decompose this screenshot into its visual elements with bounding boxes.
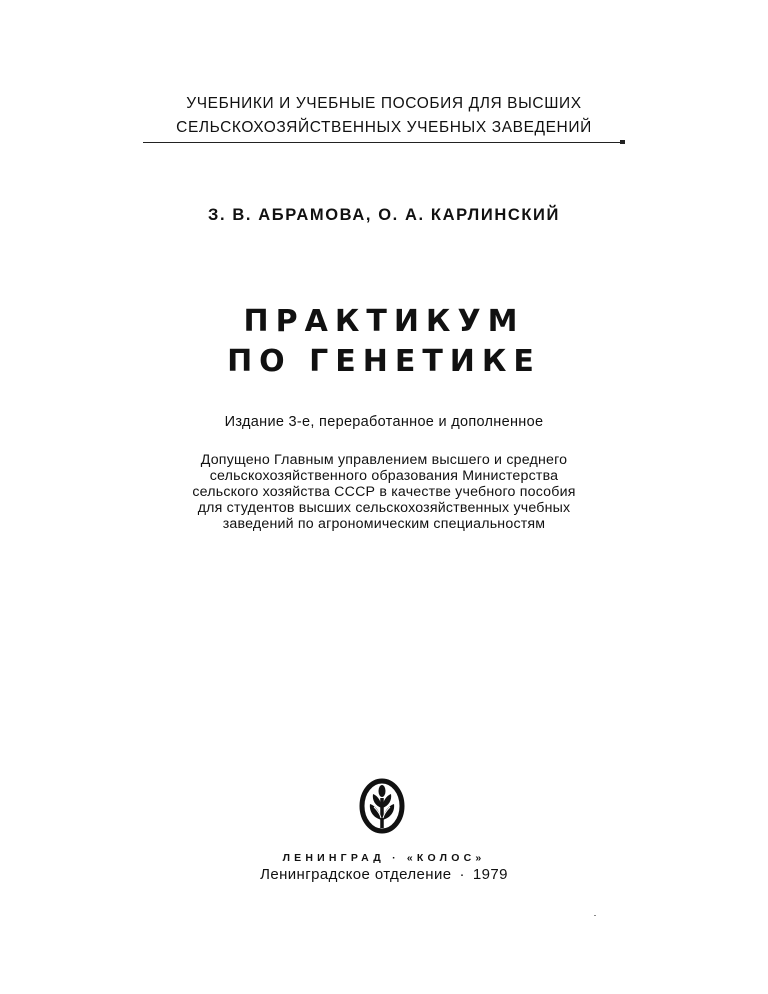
series-heading bbox=[0, 92, 768, 140]
print-speck bbox=[594, 915, 596, 916]
branch-name: Ленинградское отделение bbox=[260, 866, 452, 883]
book-title bbox=[0, 302, 768, 382]
book-title-line-2: ПО ГЕНЕТИКЕ bbox=[227, 344, 541, 379]
publication-year: 1979 bbox=[472, 866, 508, 883]
edition-note: Издание 3-е, переработанное и дополненное bbox=[224, 414, 544, 430]
approval-note bbox=[0, 452, 768, 532]
series-line-1: УЧЕБНИКИ И УЧЕБНЫЕ ПОСОБИЯ ДЛЯ ВЫСШИХ bbox=[186, 95, 582, 112]
approval-line-1: Допущено Главным управлением высшего и среднего bbox=[200, 452, 568, 468]
series-line-2: СЕЛЬСКОХОЗЯЙСТВЕННЫХ УЧЕБНЫХ ЗАВЕДЕНИЙ bbox=[176, 119, 592, 136]
approval-line-4: для студентов высших сельскохозяйственных учебных bbox=[197, 500, 571, 516]
horizontal-rule bbox=[143, 142, 625, 143]
branch-separator: · bbox=[459, 866, 465, 883]
rule-end-mark bbox=[620, 140, 625, 144]
kolos-wheat-emblem-icon bbox=[359, 778, 405, 834]
approval-line-5: заведений по агрономическим специальностям bbox=[222, 516, 546, 532]
publisher-imprint: ЛЕНИНГРАД · «КОЛОС» bbox=[282, 852, 486, 864]
approval-line-2: сельскохозяйственного образования Министерства bbox=[209, 468, 559, 484]
publisher-branch bbox=[0, 866, 768, 883]
approval-line-3: сельского хозяйства СССР в качестве учебного пособия bbox=[192, 484, 576, 500]
book-title-line-1: ПРАКТИКУМ bbox=[243, 304, 525, 339]
authors: З. В. АБРАМОВА, О. А. КАРЛИНСКИЙ bbox=[208, 206, 560, 224]
